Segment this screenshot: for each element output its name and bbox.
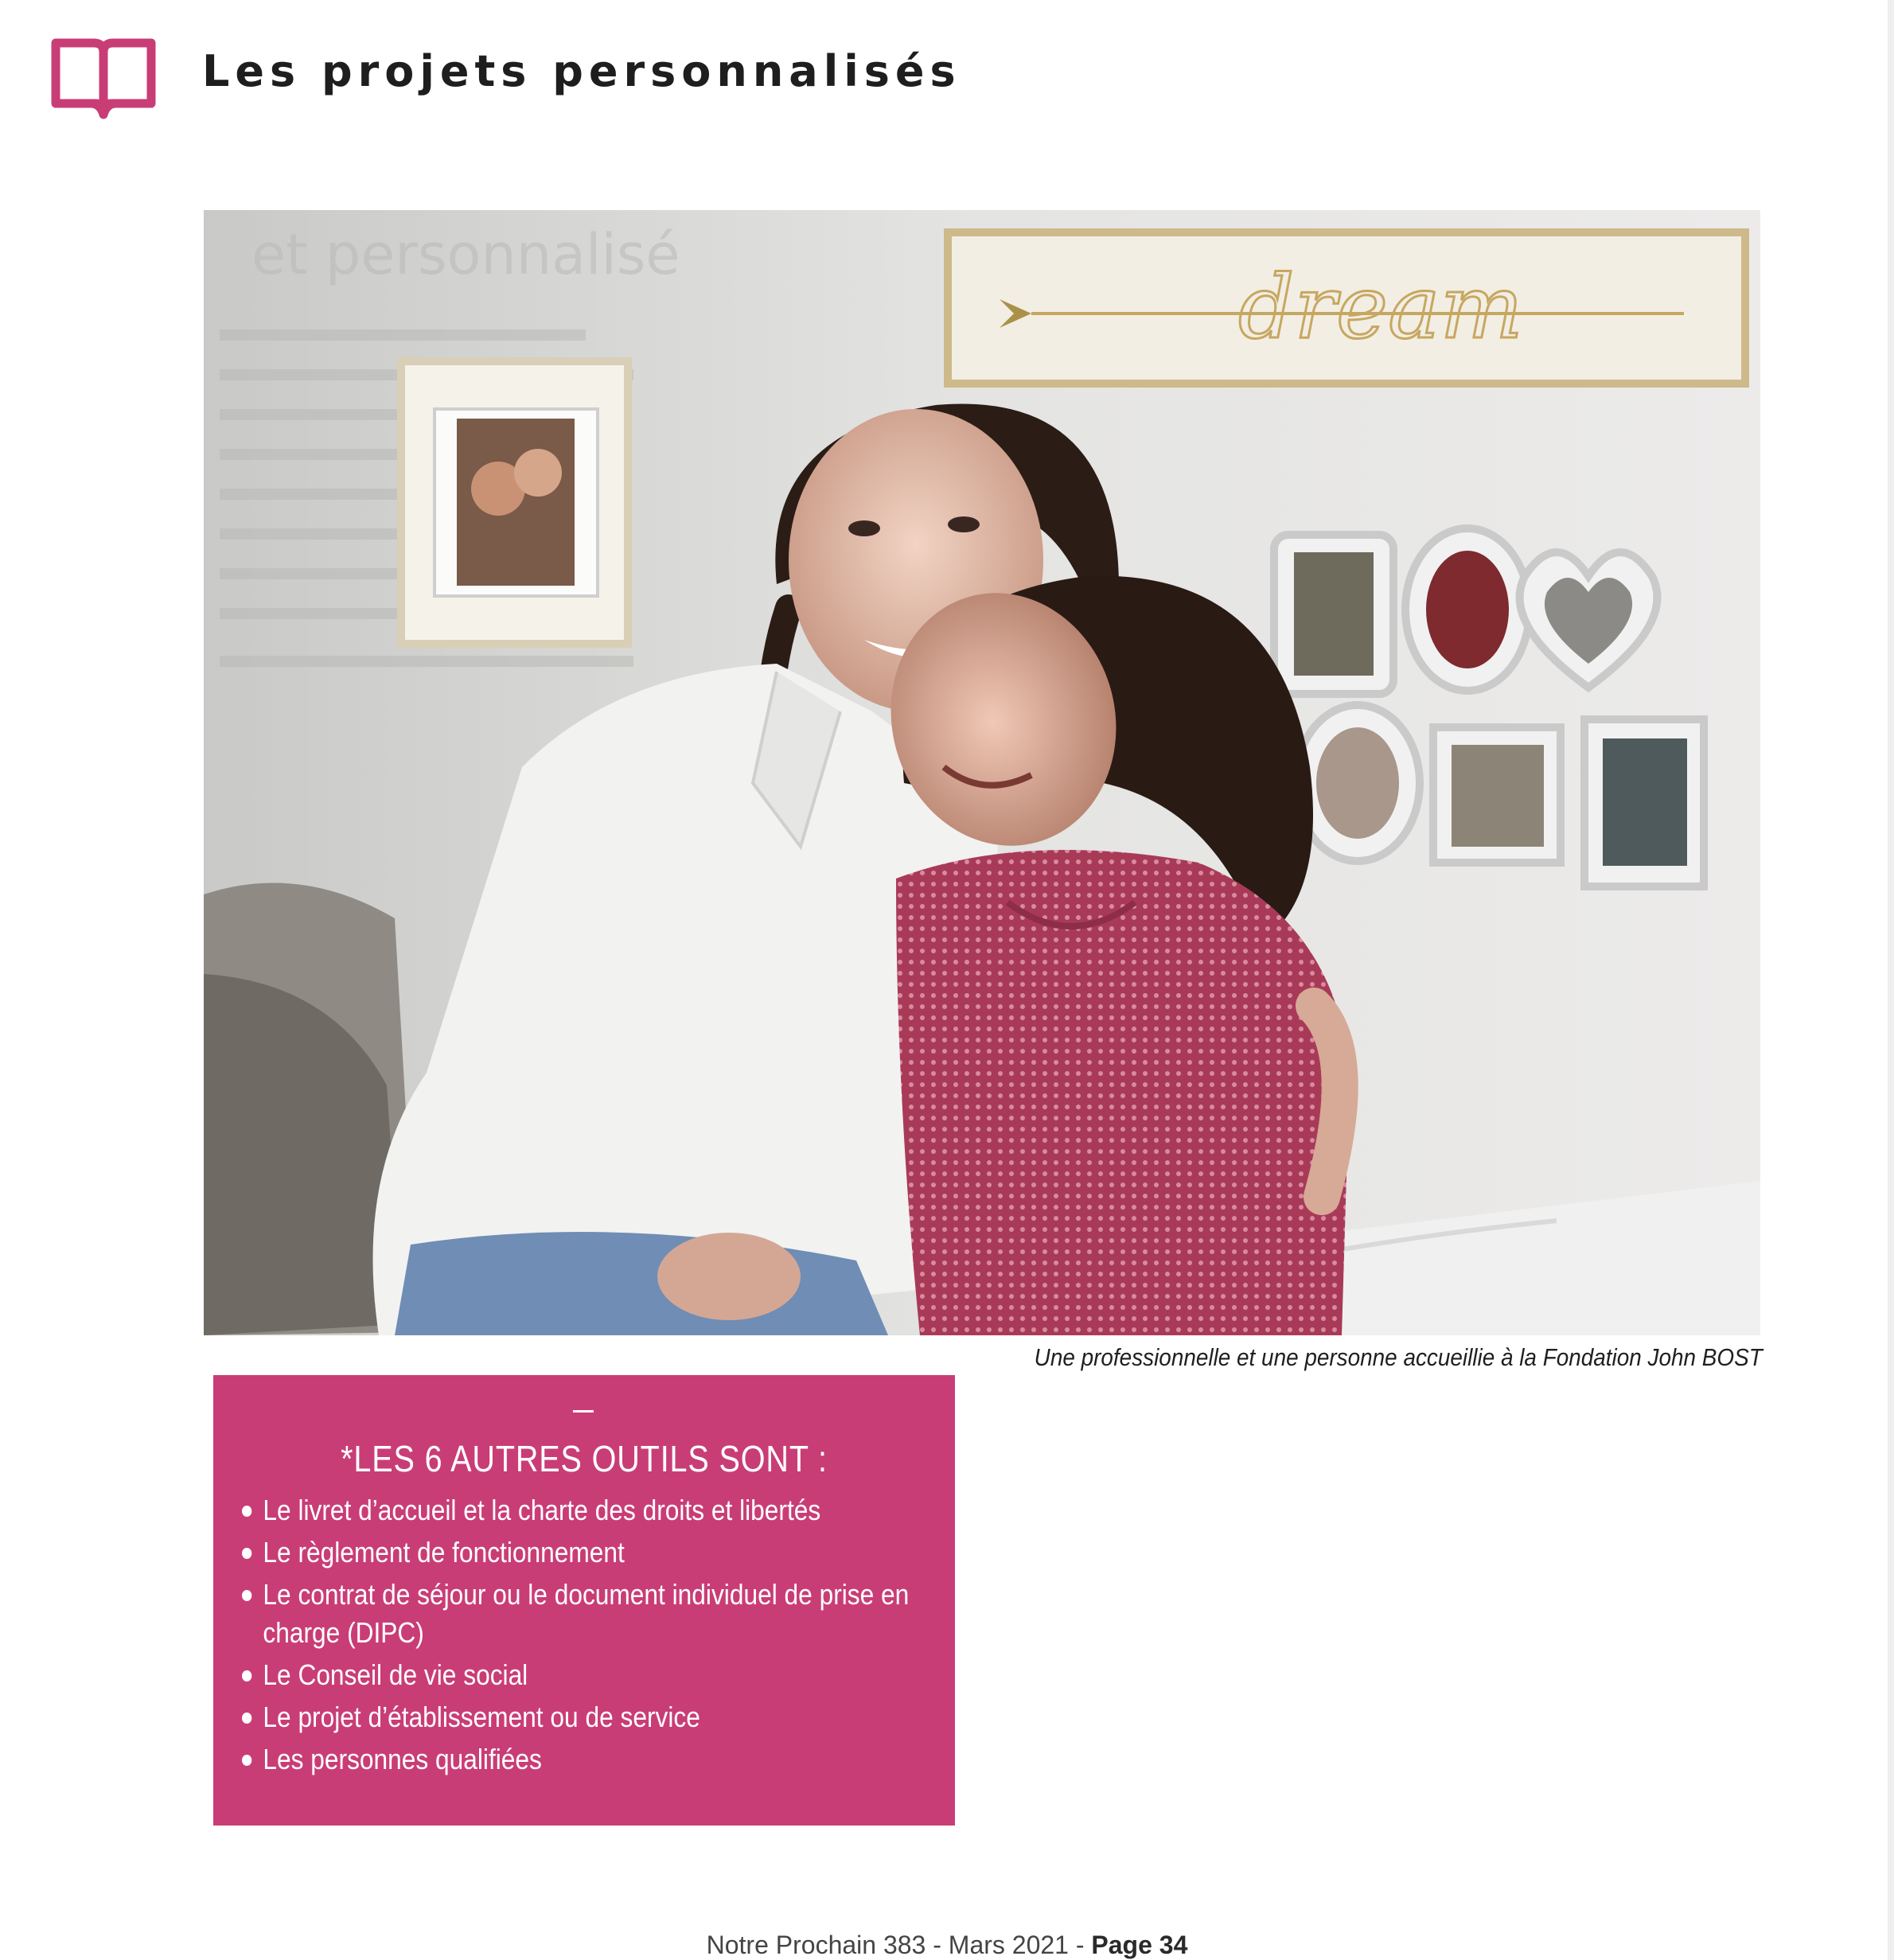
list-item: Le livret d’accueil et la charte des droits et libertés (242, 1491, 953, 1529)
page-edge (1888, 0, 1894, 1960)
list-item: Les personnes qualifiées (242, 1740, 953, 1779)
list-item: Le contrat de séjour ou le document individuel de prise en charge (DIPC) (242, 1576, 953, 1652)
svg-text:et personnalisé: et personnalisé (251, 222, 680, 287)
infobox-dash (573, 1410, 594, 1413)
list-item: Le projet d’établissement ou de service (242, 1698, 953, 1736)
page-footer (0, 1931, 1894, 1960)
list-item: Le règlement de fonctionnement (242, 1533, 953, 1572)
tools-infobox (213, 1375, 955, 1826)
list-item: Le Conseil de vie social (242, 1656, 953, 1694)
page-number: Page 34 (1091, 1931, 1188, 1959)
infobox-title: *LES 6 AUTRES OUTILS SONT : (341, 1438, 828, 1479)
photo-caption: Une professionnelle et une personne accueillie à la Fondation John BOST (1034, 1343, 1763, 1371)
photo-professional-and-resident (204, 210, 1760, 1335)
page-title: Les projets personnalisés (202, 46, 961, 96)
tools-list (242, 1491, 942, 1783)
wall-sign-text: dream (1238, 256, 1523, 358)
footer-publication: Notre Prochain 383 - Mars 2021 - (706, 1931, 1092, 1959)
open-book-icon (49, 38, 158, 121)
